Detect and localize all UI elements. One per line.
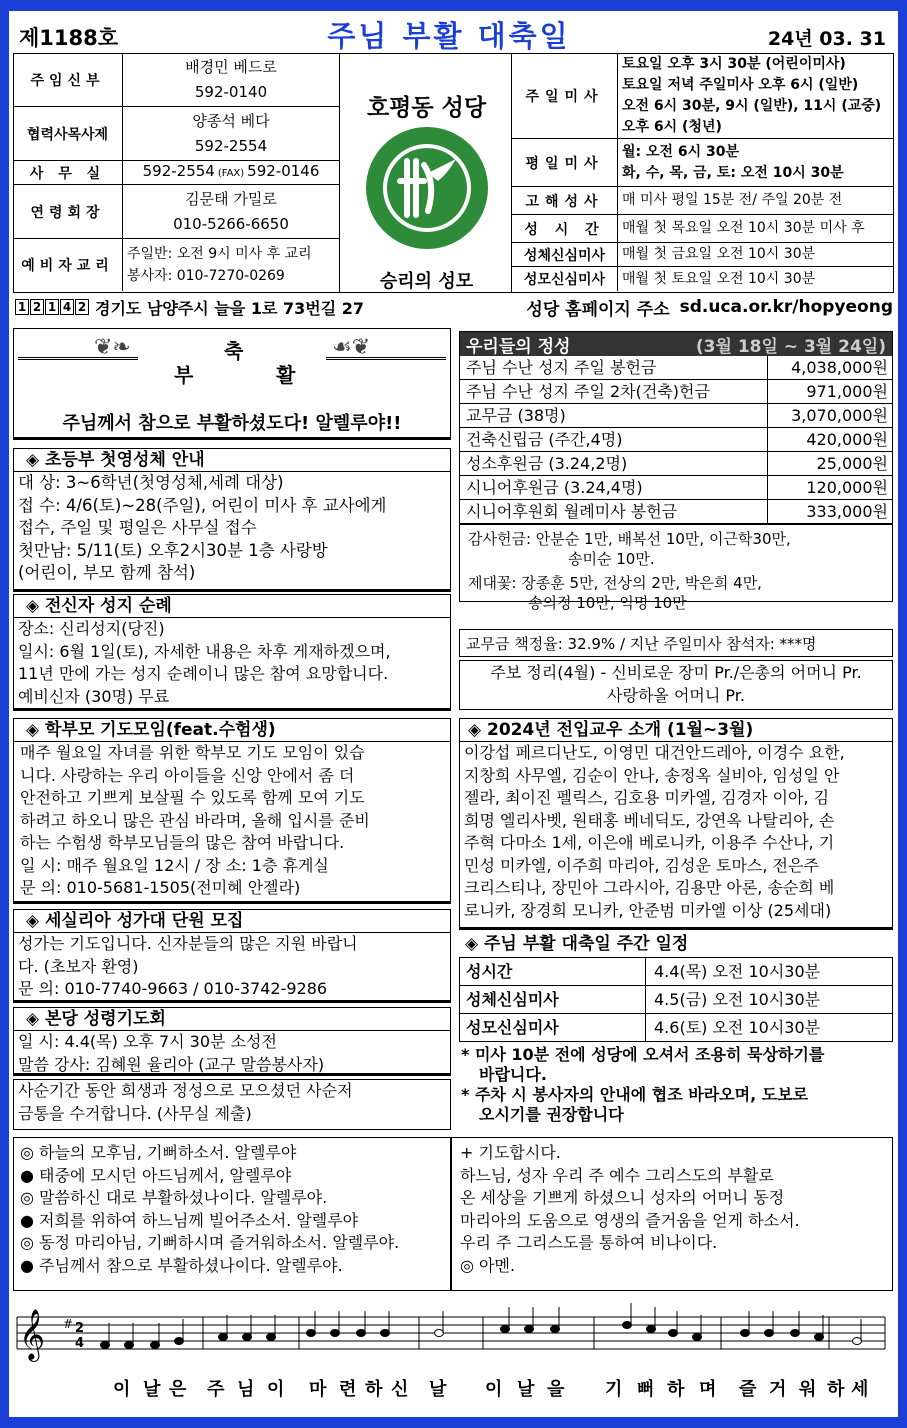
body-line: 송의정 10만, 익명 10만 xyxy=(528,594,687,612)
info-row xyxy=(13,185,339,239)
offering-name: 주님 수난 성지 주일 2차(건축)헌금 xyxy=(460,380,768,403)
office-fax: 592-0146 xyxy=(247,162,320,180)
lyric-syllable: 을 xyxy=(547,1379,565,1400)
body-line: 이강섭 페르디난도, 이영민 대건안드레아, 이경수 요한, xyxy=(464,743,845,762)
info-line: 봉사자: 010-7270-0269 xyxy=(127,268,285,284)
offering-name: 교무금 (38명) xyxy=(460,404,768,427)
left-info-table xyxy=(13,53,339,293)
schedule-time: 4.6(토) 오전 10시30분 xyxy=(654,1018,821,1037)
schedule-info-line: 토요일 오후 3시 30분 (어린이미사) xyxy=(622,55,846,72)
lyric-syllable: 님 xyxy=(237,1379,255,1400)
body-line: 접수, 주일 및 평일은 사무실 접수 xyxy=(18,518,257,537)
body-line: 우리 주 그리스도를 통하여 비나이다. xyxy=(460,1233,718,1252)
choir-title: ◈ 세실리아 성가대 단원 모집 xyxy=(14,910,450,933)
music-note xyxy=(357,1330,366,1337)
celebration-char-3: 활 xyxy=(276,363,296,387)
lyric-syllable: 이 xyxy=(267,1379,285,1400)
music-note xyxy=(219,1334,228,1341)
music-note xyxy=(741,1330,750,1337)
svg-text:2: 2 xyxy=(75,1321,85,1336)
lyric-syllable: 기 xyxy=(605,1379,623,1400)
body-line: 로니카, 장경희 모니카, 안준범 미카엘 이상 (25세대) xyxy=(464,900,832,920)
prayer-right-box xyxy=(451,1137,893,1291)
lyric-syllable: 은 xyxy=(169,1379,187,1400)
schedule-info-line: 오전 6시 30분, 9시 (일반), 11시 (교중) xyxy=(622,97,882,114)
music-note xyxy=(765,1330,774,1337)
body-line: 하느님, 성자 우리 주 예수 그리스도의 부활로 xyxy=(460,1165,774,1185)
info-line: 592-2554 xyxy=(194,136,268,155)
music-note xyxy=(243,1334,252,1341)
page-title: 주님 부활 대축일 xyxy=(327,19,571,53)
rate-text: 교무금 책정율: 32.9% / 지난 주일미사 참석자: ***명 xyxy=(466,634,817,653)
fax-label: (FAX) xyxy=(217,168,245,179)
choir-body xyxy=(14,933,450,1001)
communion-title: ◈ 초등부 첫영성체 안내 xyxy=(14,449,450,472)
communion-body xyxy=(14,472,450,585)
body-line: 민성 미카엘, 이주희 마리아, 김성운 토마스, 전은주 xyxy=(464,855,819,875)
body-line: 사랑하올 어머니 Pr. xyxy=(607,686,745,705)
newcomers-box xyxy=(459,718,893,930)
schedule-row xyxy=(460,986,892,1014)
schedule-table xyxy=(459,957,893,1042)
info-row xyxy=(13,239,339,291)
lyric-syllable: 즐 xyxy=(739,1379,757,1400)
info-value xyxy=(123,185,339,238)
offerings-table xyxy=(460,356,892,524)
music-note xyxy=(853,1338,862,1345)
rosary-box xyxy=(459,660,893,710)
body-line: ◎ 동정 마리아님, 기뻐하시며 즐거워하소서. 알렐루야. xyxy=(20,1233,400,1252)
offerings-title: 우리들의 정성 xyxy=(466,336,571,357)
lyric-syllable: 주 xyxy=(207,1379,225,1400)
rosary-text xyxy=(460,661,892,707)
issue-date: 24년 03. 31 xyxy=(767,28,886,50)
music-note xyxy=(525,1326,534,1333)
lyric-syllable: 날 xyxy=(143,1379,161,1400)
body-line: 매주 월요일 자녀를 위한 학부모 기도 모임이 있습 xyxy=(20,743,365,762)
body-line: 하는 수험생 학부모님들의 많은 참여 바랍니다. xyxy=(20,833,345,852)
body-line: 11년 만에 가는 성지 순례이니 많은 참여 요망합니다. xyxy=(18,664,389,683)
body-line: ● 저희를 위하여 하느님께 빌어주소서. 알렐루야 xyxy=(20,1210,359,1230)
schedule-info-row xyxy=(512,267,894,291)
altar-flowers xyxy=(460,571,892,613)
bulletin-page xyxy=(9,11,898,1417)
schedule-info-line: 오후 6시 (청년) xyxy=(622,118,722,135)
body-line: 니다. 사랑하는 우리 아이들을 신앙 안에서 좀 더 xyxy=(20,765,355,785)
pilgrimage-box xyxy=(13,594,451,711)
prayer-left xyxy=(14,1138,450,1281)
parish-logo xyxy=(364,125,490,251)
schedule-info-label: 주일미사 xyxy=(512,53,618,138)
lyric-syllable: 하 xyxy=(667,1379,685,1400)
lyric-syllable: 뻐 xyxy=(637,1379,655,1400)
offering-row xyxy=(460,500,892,524)
spirit-title: ◈ 본당 성령기도회 xyxy=(14,1008,450,1031)
body-line: 일시: 6월 1일(토), 자세한 내용은 차후 게재하겠으며, xyxy=(18,641,391,661)
schedule-row xyxy=(460,1014,892,1042)
lyric-syllable: 며 xyxy=(699,1379,717,1400)
music-staff xyxy=(9,1297,898,1417)
offering-name: 성소후원금 (3.24,2명) xyxy=(460,452,768,475)
lyrics xyxy=(9,1375,898,1399)
office-phones xyxy=(143,159,320,186)
info-value xyxy=(123,107,339,160)
music-note xyxy=(551,1326,560,1333)
music-note xyxy=(623,1322,632,1329)
body-line: 금통을 수거합니다. (사무실 제출) xyxy=(18,1103,252,1123)
schedule-title: ◈ 주님 부활 대축일 주간 일정 xyxy=(465,934,689,954)
info-line: 김문태 가밀로 xyxy=(185,189,277,208)
schedule-name: 성체신심미사 xyxy=(460,986,646,1013)
offering-amount: 3,070,000원 xyxy=(791,406,888,425)
body-line: ● 주님께서 참으로 부활하셨나이다. 알렐루야. xyxy=(20,1255,343,1275)
info-label: 협력사목사제 xyxy=(13,107,123,160)
body-line: 다. (초보자 환영) xyxy=(18,956,139,976)
lyric-syllable: 련 xyxy=(339,1379,357,1400)
offering-amount: 333,000원 xyxy=(806,502,888,521)
offering-name: 주님 수난 성지 주일 봉헌금 xyxy=(460,356,768,379)
body-line: 감사헌금: 안분순 1만, 배복선 10만, 이근학30만, xyxy=(468,530,791,548)
body-line: 온 세상을 기쁘게 하셨으니 성자의 어머니 동정 xyxy=(460,1188,785,1207)
info-value xyxy=(123,239,339,291)
zip-digit: 4 xyxy=(60,299,74,315)
offering-amount: 25,000원 xyxy=(816,454,888,473)
schedule-time: 4.4(목) 오전 10시30분 xyxy=(654,962,821,981)
homepage-link[interactable]: sd.uca.or.kr/hopyeong xyxy=(679,297,893,317)
prayer-left-box xyxy=(13,1137,451,1291)
info-label: 사 무 실 xyxy=(13,161,123,184)
body-line: 젤라, 최이진 펠릭스, 김호용 미카엘, 김경자 이아, 김 xyxy=(464,788,830,807)
music-note xyxy=(125,1342,134,1349)
lyric-syllable: 이 xyxy=(485,1379,503,1400)
schedule-info-line: 매 미사 평일 15분 전/ 주일 20분 전 xyxy=(622,192,843,208)
offering-amount: 4,038,000원 xyxy=(791,358,888,377)
schedule-info-line: 월: 오전 6시 30분 xyxy=(622,143,740,160)
schedule-note: 오시기를 권장합니다 xyxy=(479,1105,624,1124)
body-line: 일 시: 4.4(목) 오후 7시 30분 소성전 xyxy=(18,1032,277,1051)
offering-name: 건축신립금 (주간,4명) xyxy=(460,428,768,451)
body-line: 희명 엘리사벳, 원태홍 베네딕도, 강연옥 나탈리아, 손 xyxy=(464,810,835,830)
schedule-info-row xyxy=(512,53,894,139)
choir-box xyxy=(13,909,451,1003)
schedule-info-value xyxy=(618,187,894,214)
schedule-info-label: 성체신심미사 xyxy=(512,243,618,266)
celebration-message: 주님께서 참으로 부활하셨도다! 알렐루야!! xyxy=(62,413,402,434)
info-value xyxy=(123,53,339,106)
office-phone: 592-2554 xyxy=(142,162,215,180)
offering-amount: 120,000원 xyxy=(806,478,888,497)
music-note xyxy=(647,1326,656,1333)
schedule-note: * 주차 시 봉사자의 안내에 협조 바라오며, 도보로 xyxy=(461,1085,809,1104)
body-line: 마리아의 도움으로 영생의 즐거움을 얻게 하소서. xyxy=(460,1210,800,1230)
offering-row xyxy=(460,380,892,404)
music-note xyxy=(815,1334,824,1341)
body-line: + 기도합시다. xyxy=(460,1143,561,1162)
schedule-info-value xyxy=(618,53,894,138)
music-note xyxy=(791,1330,800,1337)
celebration-char-1: 축 xyxy=(224,339,244,363)
offering-amount: 971,000원 xyxy=(806,382,888,401)
pilgrimage-body xyxy=(14,618,450,708)
schedule-info-value xyxy=(618,139,894,186)
lyric-syllable: 마 xyxy=(309,1379,327,1400)
communion-box xyxy=(13,448,451,592)
schedule-info-label: 성 시 간 xyxy=(512,215,618,242)
lyric-syllable: 날 xyxy=(517,1379,535,1400)
body-line: 크리스티나, 장민아 그라시아, 김용만 아론, 송순희 베 xyxy=(464,878,835,897)
schedule-info-row xyxy=(512,215,894,243)
parents-title: ◈ 학부모 기도모임(feat.수험생) xyxy=(14,719,450,742)
svg-text:4: 4 xyxy=(75,1336,85,1351)
info-row xyxy=(13,161,339,185)
music-note xyxy=(669,1330,678,1337)
info-label: 연령회장 xyxy=(13,185,123,238)
body-line: 하려고 하오니 많은 관심 바라며, 올해 입시를 준비 xyxy=(20,810,370,830)
music-note xyxy=(381,1330,390,1337)
lyric-syllable: 거 xyxy=(769,1379,787,1400)
info-row xyxy=(13,107,339,161)
offerings-period: (3월 18일 ~ 3월 24일) xyxy=(695,336,886,357)
body-line: 예비신자 (30명) 무료 xyxy=(18,686,170,706)
parents-box xyxy=(13,718,451,904)
body-line: ◎ 말씀하신 대로 부활하셨나이다. 알렐루야. xyxy=(20,1188,328,1207)
schedule-info-row xyxy=(512,187,894,215)
lyric-syllable: 이 xyxy=(113,1379,131,1400)
newcomers-body xyxy=(460,742,892,922)
music-note xyxy=(307,1330,316,1337)
issue-number: 제1188호 xyxy=(19,26,119,50)
offerings-box xyxy=(459,331,893,612)
schedule-time: 4.5(금) 오전 10시30분 xyxy=(654,990,821,1009)
schedule-name: 성모신심미사 xyxy=(460,1014,646,1042)
address-bar xyxy=(15,295,893,319)
schedule-info-line: 매월 첫 토요일 오전 10시 30분 xyxy=(622,270,816,287)
rate-box xyxy=(459,629,893,657)
ornament-left: ❦❧ xyxy=(94,335,131,360)
lyric-syllable: 세 xyxy=(851,1379,869,1400)
zip-digit: 1 xyxy=(15,299,29,315)
body-line: 주보 정리(4월) - 신비로운 장미 Pr./은총의 어머니 Pr. xyxy=(490,663,862,682)
music-note xyxy=(101,1342,110,1349)
schedule-info-row xyxy=(512,243,894,267)
address-text: 경기도 남양주시 늘을 1로 73번길 27 xyxy=(95,298,364,318)
offering-name: 시니어후원금 (3.24,4명) xyxy=(460,476,768,499)
body-line: 대 상: 3~6학년(첫영성체,세례 대상) xyxy=(18,473,284,492)
schedule-info-row xyxy=(512,139,894,187)
thanks-offering xyxy=(460,524,892,571)
parish-motto: 승리의 성모 xyxy=(379,271,474,292)
body-line: 말씀 강사: 김혜원 율리아 (교구 말씀봉사자) xyxy=(18,1054,325,1074)
lyric-syllable: 워 xyxy=(799,1379,817,1400)
zip-digit: 2 xyxy=(75,299,89,315)
info-value xyxy=(123,161,339,184)
body-line: 성가는 기도입니다. 신자분들의 많은 지원 바랍니 xyxy=(18,934,358,953)
celebration-char-2: 부 xyxy=(174,363,194,387)
offering-row xyxy=(460,452,892,476)
schedule-info-value xyxy=(618,215,894,242)
schedule-notes xyxy=(461,1045,891,1125)
body-line: ◎ 하늘의 모후님, 기뻐하소서. 알렐루야 xyxy=(20,1143,297,1162)
info-line: 배경민 베드로 xyxy=(185,57,277,76)
homepage-label: 성당 홈페이지 주소 xyxy=(526,299,670,320)
schedule-info-label: 고해성사 xyxy=(512,187,618,214)
offering-row xyxy=(460,404,892,428)
body-line: 문 의: 010-5681-1505(전미혜 안젤라) xyxy=(20,878,301,897)
body-line: 사순기간 동안 희생과 정성으로 모으셨던 사순저 xyxy=(18,1081,353,1100)
spirit-body xyxy=(14,1031,450,1076)
music-note xyxy=(267,1334,276,1341)
right-info-table xyxy=(512,53,894,293)
svg-text:𝄞: 𝄞 xyxy=(19,1309,46,1360)
schedule-info-value xyxy=(618,267,894,291)
body-line: 첫만남: 5/11(토) 오후2시30분 1층 사랑방 xyxy=(18,540,328,560)
body-line: ◎ 아멘. xyxy=(460,1255,516,1275)
schedule-info-value xyxy=(618,243,894,266)
body-line: 제대꽃: 장종훈 5만, 전상의 2만, 박은희 4만, xyxy=(468,574,762,592)
lyric-syllable: 하 xyxy=(365,1379,383,1400)
schedule-info-line: 화, 수, 목, 금, 토: 오전 10시 30분 xyxy=(622,164,844,181)
offering-row xyxy=(460,356,892,380)
body-line: 송미순 10만. xyxy=(568,550,655,568)
schedule-info-line: 토요일 저녁 주일미사 오후 6시 (일반) xyxy=(622,76,859,93)
info-line: 592-0140 xyxy=(194,82,268,101)
lyric-syllable: 날 xyxy=(429,1379,447,1400)
zip-digit: 2 xyxy=(30,299,44,315)
offering-row xyxy=(460,428,892,452)
parish-center xyxy=(339,53,512,293)
schedule-info-line: 매월 첫 금요일 오전 10시 30분 xyxy=(622,246,816,262)
info-row xyxy=(13,53,339,107)
lyric-syllable: 하 xyxy=(827,1379,845,1400)
body-line: 문 의: 010-7740-9663 / 010-3742-9286 xyxy=(18,979,328,998)
music-note xyxy=(151,1342,160,1349)
info-label: 예비자교리 xyxy=(13,239,123,291)
body-line: 장소: 신리성지(당진) xyxy=(18,619,165,638)
schedule-note: * 미사 10분 전에 성당에 오셔서 조용히 묵상하기를 xyxy=(461,1045,825,1064)
body-line: 안전하고 기쁘게 보살필 수 있도록 함께 모여 기도 xyxy=(20,788,365,807)
info-line: 주일반: 오전 9시 미사 후 교리 xyxy=(127,246,312,262)
info-line: 양종석 베다 xyxy=(192,111,270,130)
lyric-syllable: 신 xyxy=(391,1379,409,1400)
pilgrimage-title: ◈ 전신자 성지 순례 xyxy=(14,595,450,618)
body-line: ● 태중에 모시던 아드님께서, 알렐루야 xyxy=(20,1165,292,1185)
music-note xyxy=(331,1330,340,1337)
schedule-info-line: 매월 첫 목요일 오전 10시 30분 미사 후 xyxy=(622,220,865,236)
body-line: 접 수: 4/6(토)~28(주일), 어린이 미사 후 교사에게 xyxy=(18,495,387,515)
music-note xyxy=(693,1334,702,1341)
schedule-info-label: 평일미사 xyxy=(512,139,618,186)
prayer-right xyxy=(452,1138,892,1281)
music-note xyxy=(435,1330,444,1337)
ornament-right: ☙❦ xyxy=(332,335,371,360)
offerings-header xyxy=(460,332,892,356)
music-note xyxy=(175,1338,184,1345)
offering-name: 시니어후원회 월례미사 봉헌금 xyxy=(460,500,768,523)
offering-amount: 420,000원 xyxy=(806,430,888,449)
zip-digit: 1 xyxy=(45,299,59,315)
info-label: 주임신부 xyxy=(13,53,123,106)
body-line: 주혁 다마소 1세, 이은애 베로니카, 이용주 수산나, 기 xyxy=(464,833,835,852)
lent-body xyxy=(14,1080,450,1125)
lent-box xyxy=(13,1079,451,1130)
parents-body xyxy=(14,742,450,900)
body-line: (어린이, 부모 함께 참석) xyxy=(18,563,196,582)
parish-name: 호평동 성당 xyxy=(366,95,487,121)
music-note xyxy=(501,1326,510,1333)
schedule-name: 성시간 xyxy=(460,958,646,985)
offering-row xyxy=(460,476,892,500)
info-line: 010-5266-6650 xyxy=(173,214,289,233)
celebration-box xyxy=(13,328,451,440)
schedule-info-label: 성모신심미사 xyxy=(512,267,618,291)
spirit-box xyxy=(13,1007,451,1076)
schedule-note: 바랍니다. xyxy=(479,1065,547,1084)
body-line: 지창희 사무엘, 김순이 안나, 송정옥 실비아, 임성일 안 xyxy=(464,765,840,785)
svg-text:#: # xyxy=(63,1317,74,1331)
newcomers-title: ◈ 2024년 전입교우 소개 (1월~3월) xyxy=(460,719,892,742)
schedule-row xyxy=(460,958,892,986)
body-line: 일 시: 매주 월요일 12시 / 장 소: 1층 휴게실 xyxy=(20,855,329,875)
